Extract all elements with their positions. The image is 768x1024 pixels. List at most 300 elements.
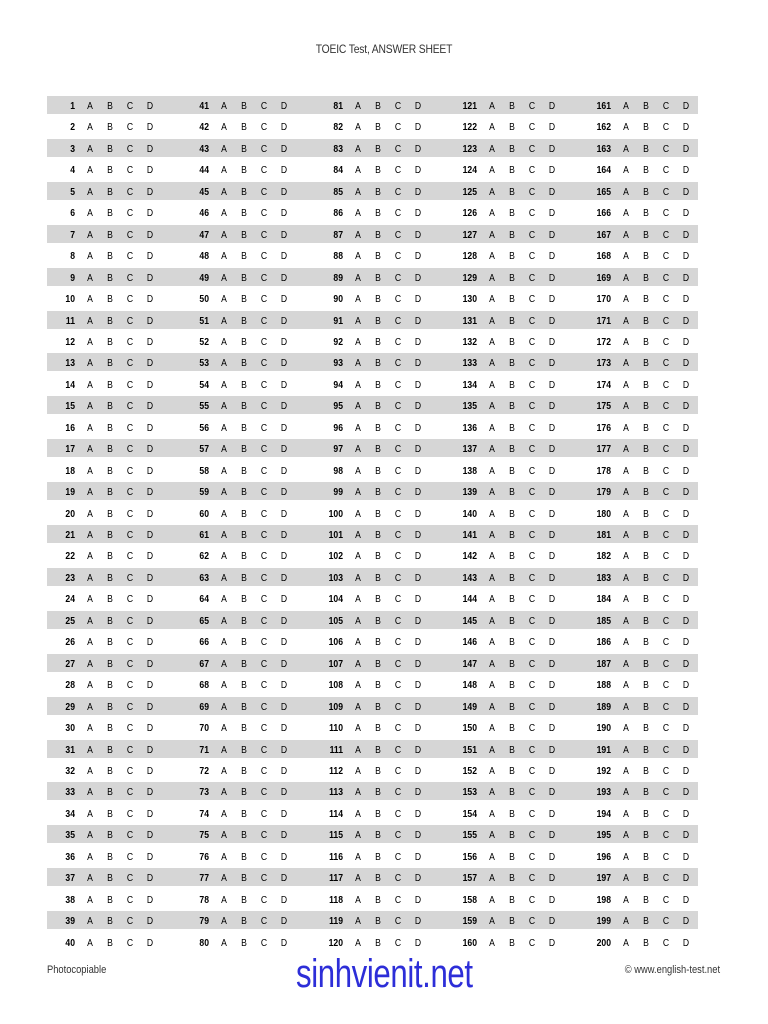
answer-option-b[interactable]: B xyxy=(509,764,515,777)
answer-option-c[interactable]: C xyxy=(528,207,536,220)
answer-option-b[interactable]: B xyxy=(241,164,247,177)
answer-option-c[interactable]: C xyxy=(528,507,536,520)
answer-option-b[interactable]: B xyxy=(509,421,515,434)
answer-option-d[interactable]: D xyxy=(280,722,288,735)
answer-option-b[interactable]: B xyxy=(509,185,515,198)
answer-option-d[interactable]: D xyxy=(548,207,556,220)
answer-option-c[interactable]: C xyxy=(394,936,402,949)
answer-option-b[interactable]: B xyxy=(107,657,113,670)
answer-option-c[interactable]: C xyxy=(528,679,536,692)
answer-option-a[interactable]: A xyxy=(355,636,361,649)
answer-option-c[interactable]: C xyxy=(394,786,402,799)
answer-option-d[interactable]: D xyxy=(280,250,288,263)
answer-option-c[interactable]: C xyxy=(260,185,268,198)
answer-option-a[interactable]: A xyxy=(489,443,495,456)
answer-option-c[interactable]: C xyxy=(528,657,536,670)
answer-option-b[interactable]: B xyxy=(643,293,649,306)
answer-option-a[interactable]: A xyxy=(221,378,227,391)
answer-option-b[interactable]: B xyxy=(509,271,515,284)
answer-option-a[interactable]: A xyxy=(221,100,227,112)
answer-option-b[interactable]: B xyxy=(643,722,649,735)
answer-option-a[interactable]: A xyxy=(87,100,93,112)
answer-option-d[interactable]: D xyxy=(280,936,288,949)
answer-option-d[interactable]: D xyxy=(548,486,556,499)
answer-option-d[interactable]: D xyxy=(548,142,556,155)
answer-option-a[interactable]: A xyxy=(489,764,495,777)
answer-option-c[interactable]: C xyxy=(662,400,670,413)
answer-option-d[interactable]: D xyxy=(280,314,288,327)
answer-option-b[interactable]: B xyxy=(107,679,113,692)
answer-option-d[interactable]: D xyxy=(280,764,288,777)
answer-option-d[interactable]: D xyxy=(548,185,556,198)
answer-option-b[interactable]: B xyxy=(509,378,515,391)
answer-option-c[interactable]: C xyxy=(394,679,402,692)
answer-option-a[interactable]: A xyxy=(87,936,93,949)
answer-option-a[interactable]: A xyxy=(355,893,361,906)
answer-option-b[interactable]: B xyxy=(107,571,113,584)
answer-option-c[interactable]: C xyxy=(662,335,670,348)
answer-option-a[interactable]: A xyxy=(355,185,361,198)
answer-option-c[interactable]: C xyxy=(260,636,268,649)
answer-option-b[interactable]: B xyxy=(107,464,113,477)
answer-option-c[interactable]: C xyxy=(260,722,268,735)
answer-option-b[interactable]: B xyxy=(643,850,649,863)
answer-option-c[interactable]: C xyxy=(126,142,134,155)
answer-option-c[interactable]: C xyxy=(126,679,134,692)
answer-option-c[interactable]: C xyxy=(260,507,268,520)
answer-option-c[interactable]: C xyxy=(394,100,402,112)
answer-option-a[interactable]: A xyxy=(221,357,227,370)
answer-option-b[interactable]: B xyxy=(241,872,247,885)
answer-option-b[interactable]: B xyxy=(241,443,247,456)
answer-option-b[interactable]: B xyxy=(107,357,113,370)
answer-option-a[interactable]: A xyxy=(87,743,93,756)
answer-option-d[interactable]: D xyxy=(280,550,288,563)
answer-option-b[interactable]: B xyxy=(107,293,113,306)
answer-option-b[interactable]: B xyxy=(643,786,649,799)
answer-option-d[interactable]: D xyxy=(682,207,690,220)
answer-option-b[interactable]: B xyxy=(375,700,381,713)
answer-option-d[interactable]: D xyxy=(682,378,690,391)
answer-option-c[interactable]: C xyxy=(260,829,268,842)
answer-option-a[interactable]: A xyxy=(221,571,227,584)
answer-option-a[interactable]: A xyxy=(355,915,361,928)
answer-option-d[interactable]: D xyxy=(146,164,154,177)
answer-option-c[interactable]: C xyxy=(394,571,402,584)
answer-option-d[interactable]: D xyxy=(414,100,422,112)
answer-option-a[interactable]: A xyxy=(87,786,93,799)
answer-option-d[interactable]: D xyxy=(682,100,690,112)
answer-option-c[interactable]: C xyxy=(394,207,402,220)
answer-option-a[interactable]: A xyxy=(355,400,361,413)
answer-option-a[interactable]: A xyxy=(623,486,629,499)
answer-option-d[interactable]: D xyxy=(548,872,556,885)
answer-option-c[interactable]: C xyxy=(662,207,670,220)
answer-option-b[interactable]: B xyxy=(241,636,247,649)
answer-option-a[interactable]: A xyxy=(355,850,361,863)
answer-option-c[interactable]: C xyxy=(528,271,536,284)
answer-option-b[interactable]: B xyxy=(107,121,113,134)
answer-option-b[interactable]: B xyxy=(241,100,247,112)
answer-option-c[interactable]: C xyxy=(126,700,134,713)
answer-option-c[interactable]: C xyxy=(126,464,134,477)
answer-option-d[interactable]: D xyxy=(280,121,288,134)
answer-option-d[interactable]: D xyxy=(548,378,556,391)
answer-option-b[interactable]: B xyxy=(643,915,649,928)
answer-option-b[interactable]: B xyxy=(509,936,515,949)
answer-option-c[interactable]: C xyxy=(394,271,402,284)
answer-option-b[interactable]: B xyxy=(241,486,247,499)
answer-option-b[interactable]: B xyxy=(107,164,113,177)
answer-option-a[interactable]: A xyxy=(221,764,227,777)
answer-option-d[interactable]: D xyxy=(146,464,154,477)
answer-option-d[interactable]: D xyxy=(146,764,154,777)
answer-option-b[interactable]: B xyxy=(509,614,515,627)
answer-option-b[interactable]: B xyxy=(375,936,381,949)
answer-option-a[interactable]: A xyxy=(355,507,361,520)
answer-option-c[interactable]: C xyxy=(394,314,402,327)
answer-option-c[interactable]: C xyxy=(662,293,670,306)
answer-option-c[interactable]: C xyxy=(126,829,134,842)
answer-option-b[interactable]: B xyxy=(643,829,649,842)
answer-option-d[interactable]: D xyxy=(146,850,154,863)
answer-option-d[interactable]: D xyxy=(280,507,288,520)
answer-option-a[interactable]: A xyxy=(221,185,227,198)
answer-option-d[interactable]: D xyxy=(146,915,154,928)
answer-option-c[interactable]: C xyxy=(126,872,134,885)
answer-option-a[interactable]: A xyxy=(355,271,361,284)
answer-option-b[interactable]: B xyxy=(643,271,649,284)
answer-option-b[interactable]: B xyxy=(107,872,113,885)
answer-option-c[interactable]: C xyxy=(662,550,670,563)
answer-option-c[interactable]: C xyxy=(260,850,268,863)
answer-option-b[interactable]: B xyxy=(241,764,247,777)
answer-option-c[interactable]: C xyxy=(126,314,134,327)
answer-option-a[interactable]: A xyxy=(623,207,629,220)
answer-option-d[interactable]: D xyxy=(682,271,690,284)
answer-option-c[interactable]: C xyxy=(394,807,402,820)
answer-option-b[interactable]: B xyxy=(107,743,113,756)
answer-option-c[interactable]: C xyxy=(126,121,134,134)
answer-option-d[interactable]: D xyxy=(280,228,288,241)
answer-option-b[interactable]: B xyxy=(375,764,381,777)
answer-option-b[interactable]: B xyxy=(107,443,113,456)
answer-option-c[interactable]: C xyxy=(662,614,670,627)
answer-option-d[interactable]: D xyxy=(280,807,288,820)
answer-option-c[interactable]: C xyxy=(126,850,134,863)
answer-option-a[interactable]: A xyxy=(623,743,629,756)
answer-option-c[interactable]: C xyxy=(260,207,268,220)
answer-option-c[interactable]: C xyxy=(260,679,268,692)
answer-option-c[interactable]: C xyxy=(260,593,268,606)
answer-option-d[interactable]: D xyxy=(414,293,422,306)
answer-option-b[interactable]: B xyxy=(643,936,649,949)
answer-option-d[interactable]: D xyxy=(682,829,690,842)
answer-option-b[interactable]: B xyxy=(375,142,381,155)
answer-option-c[interactable]: C xyxy=(126,100,134,112)
answer-option-c[interactable]: C xyxy=(260,614,268,627)
answer-option-c[interactable]: C xyxy=(528,850,536,863)
answer-option-a[interactable]: A xyxy=(489,142,495,155)
answer-option-a[interactable]: A xyxy=(221,142,227,155)
answer-option-c[interactable]: C xyxy=(394,464,402,477)
answer-option-c[interactable]: C xyxy=(394,486,402,499)
answer-option-a[interactable]: A xyxy=(355,593,361,606)
answer-option-a[interactable]: A xyxy=(221,722,227,735)
answer-option-d[interactable]: D xyxy=(146,421,154,434)
answer-option-b[interactable]: B xyxy=(241,250,247,263)
answer-option-a[interactable]: A xyxy=(87,357,93,370)
answer-option-a[interactable]: A xyxy=(623,121,629,134)
answer-option-d[interactable]: D xyxy=(146,636,154,649)
answer-option-c[interactable]: C xyxy=(260,400,268,413)
answer-option-b[interactable]: B xyxy=(643,764,649,777)
answer-option-d[interactable]: D xyxy=(682,593,690,606)
answer-option-c[interactable]: C xyxy=(394,250,402,263)
answer-option-d[interactable]: D xyxy=(682,915,690,928)
answer-option-a[interactable]: A xyxy=(355,764,361,777)
answer-option-b[interactable]: B xyxy=(375,786,381,799)
answer-option-d[interactable]: D xyxy=(146,657,154,670)
answer-option-d[interactable]: D xyxy=(414,657,422,670)
answer-option-b[interactable]: B xyxy=(375,614,381,627)
answer-option-c[interactable]: C xyxy=(260,872,268,885)
answer-option-d[interactable]: D xyxy=(682,614,690,627)
answer-option-b[interactable]: B xyxy=(643,421,649,434)
answer-option-b[interactable]: B xyxy=(375,271,381,284)
answer-option-b[interactable]: B xyxy=(107,915,113,928)
answer-option-d[interactable]: D xyxy=(548,271,556,284)
answer-option-a[interactable]: A xyxy=(623,850,629,863)
answer-option-b[interactable]: B xyxy=(107,893,113,906)
answer-option-a[interactable]: A xyxy=(87,593,93,606)
answer-option-a[interactable]: A xyxy=(489,636,495,649)
answer-option-d[interactable]: D xyxy=(548,293,556,306)
answer-option-d[interactable]: D xyxy=(682,850,690,863)
answer-option-d[interactable]: D xyxy=(280,271,288,284)
answer-option-b[interactable]: B xyxy=(375,464,381,477)
answer-option-c[interactable]: C xyxy=(528,357,536,370)
answer-option-a[interactable]: A xyxy=(489,850,495,863)
answer-option-a[interactable]: A xyxy=(221,593,227,606)
answer-option-c[interactable]: C xyxy=(662,421,670,434)
answer-option-c[interactable]: C xyxy=(662,464,670,477)
answer-option-a[interactable]: A xyxy=(221,335,227,348)
answer-option-d[interactable]: D xyxy=(146,207,154,220)
answer-option-b[interactable]: B xyxy=(241,207,247,220)
answer-option-d[interactable]: D xyxy=(682,293,690,306)
answer-option-d[interactable]: D xyxy=(146,400,154,413)
answer-option-b[interactable]: B xyxy=(509,722,515,735)
answer-option-a[interactable]: A xyxy=(355,378,361,391)
answer-option-a[interactable]: A xyxy=(489,185,495,198)
answer-option-b[interactable]: B xyxy=(643,464,649,477)
answer-option-c[interactable]: C xyxy=(126,207,134,220)
answer-option-a[interactable]: A xyxy=(355,207,361,220)
answer-option-d[interactable]: D xyxy=(682,893,690,906)
answer-option-a[interactable]: A xyxy=(87,164,93,177)
answer-option-d[interactable]: D xyxy=(280,443,288,456)
answer-option-c[interactable]: C xyxy=(662,571,670,584)
answer-option-b[interactable]: B xyxy=(241,464,247,477)
answer-option-a[interactable]: A xyxy=(623,872,629,885)
answer-option-a[interactable]: A xyxy=(221,486,227,499)
answer-option-b[interactable]: B xyxy=(107,936,113,949)
answer-option-b[interactable]: B xyxy=(643,593,649,606)
answer-option-d[interactable]: D xyxy=(548,657,556,670)
answer-option-b[interactable]: B xyxy=(107,335,113,348)
answer-option-a[interactable]: A xyxy=(623,293,629,306)
answer-option-c[interactable]: C xyxy=(260,529,268,541)
answer-option-a[interactable]: A xyxy=(355,829,361,842)
answer-option-c[interactable]: C xyxy=(126,357,134,370)
answer-option-a[interactable]: A xyxy=(221,121,227,134)
answer-option-a[interactable]: A xyxy=(221,657,227,670)
answer-option-d[interactable]: D xyxy=(280,142,288,155)
answer-option-b[interactable]: B xyxy=(107,614,113,627)
answer-option-d[interactable]: D xyxy=(414,786,422,799)
answer-option-a[interactable]: A xyxy=(221,893,227,906)
answer-option-a[interactable]: A xyxy=(489,722,495,735)
answer-option-c[interactable]: C xyxy=(126,936,134,949)
answer-option-c[interactable]: C xyxy=(394,764,402,777)
answer-option-a[interactable]: A xyxy=(355,421,361,434)
answer-option-b[interactable]: B xyxy=(107,271,113,284)
answer-option-c[interactable]: C xyxy=(662,936,670,949)
answer-option-c[interactable]: C xyxy=(528,550,536,563)
answer-option-b[interactable]: B xyxy=(375,893,381,906)
answer-option-d[interactable]: D xyxy=(414,378,422,391)
answer-option-d[interactable]: D xyxy=(682,228,690,241)
answer-option-d[interactable]: D xyxy=(682,464,690,477)
answer-option-b[interactable]: B xyxy=(241,185,247,198)
answer-option-a[interactable]: A xyxy=(489,893,495,906)
answer-option-d[interactable]: D xyxy=(280,700,288,713)
answer-option-d[interactable]: D xyxy=(146,829,154,842)
answer-option-d[interactable]: D xyxy=(548,550,556,563)
answer-option-b[interactable]: B xyxy=(509,872,515,885)
answer-option-a[interactable]: A xyxy=(87,679,93,692)
answer-option-d[interactable]: D xyxy=(414,185,422,198)
answer-option-a[interactable]: A xyxy=(87,915,93,928)
answer-option-b[interactable]: B xyxy=(107,207,113,220)
answer-option-a[interactable]: A xyxy=(489,872,495,885)
answer-option-a[interactable]: A xyxy=(87,722,93,735)
answer-option-d[interactable]: D xyxy=(682,335,690,348)
answer-option-d[interactable]: D xyxy=(548,421,556,434)
answer-option-c[interactable]: C xyxy=(126,743,134,756)
answer-option-d[interactable]: D xyxy=(414,679,422,692)
answer-option-c[interactable]: C xyxy=(126,571,134,584)
answer-option-d[interactable]: D xyxy=(682,486,690,499)
answer-option-b[interactable]: B xyxy=(509,893,515,906)
answer-option-a[interactable]: A xyxy=(623,614,629,627)
answer-option-c[interactable]: C xyxy=(662,378,670,391)
answer-option-d[interactable]: D xyxy=(280,335,288,348)
answer-option-d[interactable]: D xyxy=(146,722,154,735)
answer-option-d[interactable]: D xyxy=(682,936,690,949)
answer-option-c[interactable]: C xyxy=(528,335,536,348)
answer-option-c[interactable]: C xyxy=(662,700,670,713)
answer-option-c[interactable]: C xyxy=(126,764,134,777)
answer-option-a[interactable]: A xyxy=(87,807,93,820)
answer-option-d[interactable]: D xyxy=(414,314,422,327)
answer-option-c[interactable]: C xyxy=(260,100,268,112)
answer-option-a[interactable]: A xyxy=(87,207,93,220)
answer-option-a[interactable]: A xyxy=(623,142,629,155)
answer-option-b[interactable]: B xyxy=(643,807,649,820)
answer-option-a[interactable]: A xyxy=(221,271,227,284)
answer-option-b[interactable]: B xyxy=(509,335,515,348)
answer-option-b[interactable]: B xyxy=(643,207,649,220)
answer-option-a[interactable]: A xyxy=(87,250,93,263)
answer-option-b[interactable]: B xyxy=(509,486,515,499)
answer-option-a[interactable]: A xyxy=(623,807,629,820)
answer-option-b[interactable]: B xyxy=(375,657,381,670)
answer-option-a[interactable]: A xyxy=(221,786,227,799)
answer-option-c[interactable]: C xyxy=(662,893,670,906)
answer-option-a[interactable]: A xyxy=(623,679,629,692)
answer-option-c[interactable]: C xyxy=(394,893,402,906)
answer-option-b[interactable]: B xyxy=(241,786,247,799)
answer-option-a[interactable]: A xyxy=(489,121,495,134)
answer-option-c[interactable]: C xyxy=(394,829,402,842)
answer-option-b[interactable]: B xyxy=(107,850,113,863)
answer-option-c[interactable]: C xyxy=(662,679,670,692)
answer-option-b[interactable]: B xyxy=(643,164,649,177)
answer-option-a[interactable]: A xyxy=(355,121,361,134)
answer-option-a[interactable]: A xyxy=(87,142,93,155)
answer-option-d[interactable]: D xyxy=(682,121,690,134)
answer-option-c[interactable]: C xyxy=(394,614,402,627)
answer-option-b[interactable]: B xyxy=(643,743,649,756)
answer-option-d[interactable]: D xyxy=(280,293,288,306)
answer-option-d[interactable]: D xyxy=(414,250,422,263)
answer-option-b[interactable]: B xyxy=(375,314,381,327)
answer-option-d[interactable]: D xyxy=(548,443,556,456)
answer-option-b[interactable]: B xyxy=(241,807,247,820)
answer-option-a[interactable]: A xyxy=(355,679,361,692)
answer-option-c[interactable]: C xyxy=(528,614,536,627)
answer-option-c[interactable]: C xyxy=(528,121,536,134)
answer-option-d[interactable]: D xyxy=(146,529,154,541)
answer-option-b[interactable]: B xyxy=(509,829,515,842)
answer-option-d[interactable]: D xyxy=(414,872,422,885)
answer-option-a[interactable]: A xyxy=(87,335,93,348)
answer-option-b[interactable]: B xyxy=(107,142,113,155)
answer-option-d[interactable]: D xyxy=(280,421,288,434)
answer-option-c[interactable]: C xyxy=(394,657,402,670)
answer-option-b[interactable]: B xyxy=(241,314,247,327)
answer-option-a[interactable]: A xyxy=(489,915,495,928)
answer-option-c[interactable]: C xyxy=(394,872,402,885)
answer-option-a[interactable]: A xyxy=(221,614,227,627)
answer-option-c[interactable]: C xyxy=(662,486,670,499)
answer-option-b[interactable]: B xyxy=(107,764,113,777)
answer-option-d[interactable]: D xyxy=(280,486,288,499)
answer-option-d[interactable]: D xyxy=(682,314,690,327)
answer-option-b[interactable]: B xyxy=(375,829,381,842)
answer-option-a[interactable]: A xyxy=(221,250,227,263)
answer-option-b[interactable]: B xyxy=(509,207,515,220)
answer-option-d[interactable]: D xyxy=(682,400,690,413)
answer-option-b[interactable]: B xyxy=(375,529,381,541)
answer-option-c[interactable]: C xyxy=(126,807,134,820)
answer-option-a[interactable]: A xyxy=(221,936,227,949)
answer-option-d[interactable]: D xyxy=(280,893,288,906)
answer-option-c[interactable]: C xyxy=(528,443,536,456)
answer-option-b[interactable]: B xyxy=(509,593,515,606)
